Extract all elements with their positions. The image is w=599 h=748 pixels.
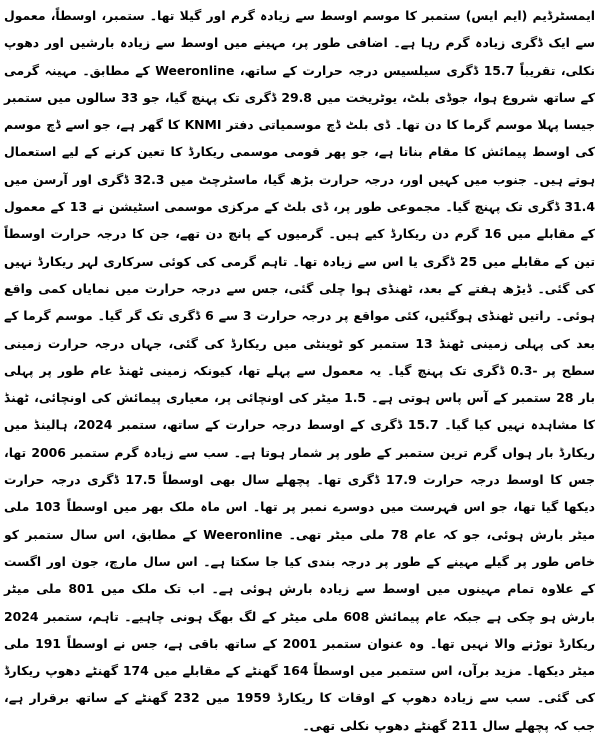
- article-body: ایمسٹرڈیم (ایم ایس) ستمبر کا موسم اوسط سے زیادہ گرم اور گیلا تھا۔ ستمبر، اوسطاً، معمول سے ایک ڈگری زیادہ گرم رہا ہے۔ اضافی طور پر، مہینے میں اوسط سے زیادہ بارشیں اور دھوپ نکلی، تقریباً 15.7 ڈگری سیلسیس درجہ حرارت کے ساتھ، Weeronline کے مطابق۔ مہینہ گرمی کے ساتھ شروع ہوا، جوڈی بلٹ، یوٹریخت میں 29.8 ڈگری تک پہنچ گیا، جو 33 سالوں میں ستمبر جیسا پہلا موسم گرما کا دن تھا۔ ڈی بلٹ ڈچ موسمیاتی دفتر KNMI کا گھر ہے، جو اسے ڈچ موسم کی اوسط پیمائش کا مقام بناتا ہے، جو پھر قومی موسمی ریکارڈ کا تعین کرنے کے لیے استعمال ہوتے ہیں۔ جنوب میں کہیں اور، درجہ حرارت بڑھ گیا، ماسٹرچٹ میں 32.3 ڈگری اور آرسن میں 31.4 ڈگری تک پہنچ گیا۔ مجموعی طور پر، ڈی بلٹ کے مرکزی موسمی اسٹیشن نے 13 کے معمول کے مقابلے میں 16 گرم دن ریکارڈ کیے ہیں۔ گرمیوں کے پانچ دن تھے، جن کا درجہ حرارت اوسطاً تین کے مقابلے میں 25 ڈگری یا اس سے زیادہ تھا۔ تاہم گرمی کی کوئی سرکاری لہر ریکارڈ نہیں کی گئی۔ ڈیڑھ ہفتے کے بعد، ٹھنڈی ہوا چلی گئی، جس سے درجہ حرارت میں نمایاں کمی واقع ہوئی۔ راتیں ٹھنڈی ہوگئیں، کئی مواقع پر درجہ حرارت 3 سے 6 ڈگری تک گر گیا۔ موسم گرما کے بعد کی پہلی زمینی ٹھنڈ 13 ستمبر کو ٹوینٹی میں ریکارڈ کی گئی، جہاں درجہ حرارت زمینی سطح پر -0.3 ڈگری تک پہنچ گیا۔ یہ معمول سے پہلے تھا، کیونکہ زمینی ٹھنڈ عام طور پر پہلی بار 28 ستمبر کے آس پاس ہوتی ہے۔ 1.5 میٹر کی اونچائی پر، معیاری پیمائش کی اونچائی، ٹھنڈ کا مشاہدہ نہیں کیا گیا۔ 15.7 ڈگری کے اوسط درجہ حرارت کے ساتھ، ستمبر 2024، ہالینڈ میں ریکارڈ بار ہواں گرم ترین ستمبر کے طور پر شمار ہوتا ہے۔ سب سے زیادہ گرم ستمبر 2006 تھا، جس کا اوسط درجہ حرارت 17.9 ڈگری تھا۔ پچھلے سال بھی اوسطاً 17.5 ڈگری درجہ حرارت دیکھا گیا تھا، جو اس فہرست میں دوسرے نمبر پر تھا۔ اس ماہ ملک بھر میں اوسطاً 103 ملی میٹر بارش ہوئی، جو کہ عام 78 ملی میٹر تھی۔ Weeronline کے مطابق، اس سال ستمبر کو خاص طور پر گیلے مہینے کے طور پر درجہ بندی کیا جا سکتا ہے۔ اس سال مارچ، جون اور اگست کے علاوہ تمام مہینوں میں اوسط سے زیادہ بارش ہوئی ہے۔ اب تک ملک میں 801 ملی میٹر بارش ہو چکی ہے جبکہ عام پیمائش 608 ملی میٹر کے لگ بھگ ہونی چاہیے۔ تاہم، ستمبر 2024 ریکارڈ توڑنے والا نہیں تھا۔ وہ عنوان ستمبر 2001 کے ساتھ باقی ہے، جس نے اوسطاً 191 ملی میٹر دیکھا۔ مزید برآں، اس ستمبر میں اوسطاً 164 گھنٹے کے مقابلے میں 174 گھنٹے دھوپ ریکارڈ کی گئی۔ سب سے زیادہ دھوپ کے اوقات کا ریکارڈ 1959 میں 232 گھنٹے کے ساتھ برقرار ہے، جب کہ پچھلے سال 211 گھنٹے دھوپ نکلی تھی۔: [4, 8, 596, 733]
